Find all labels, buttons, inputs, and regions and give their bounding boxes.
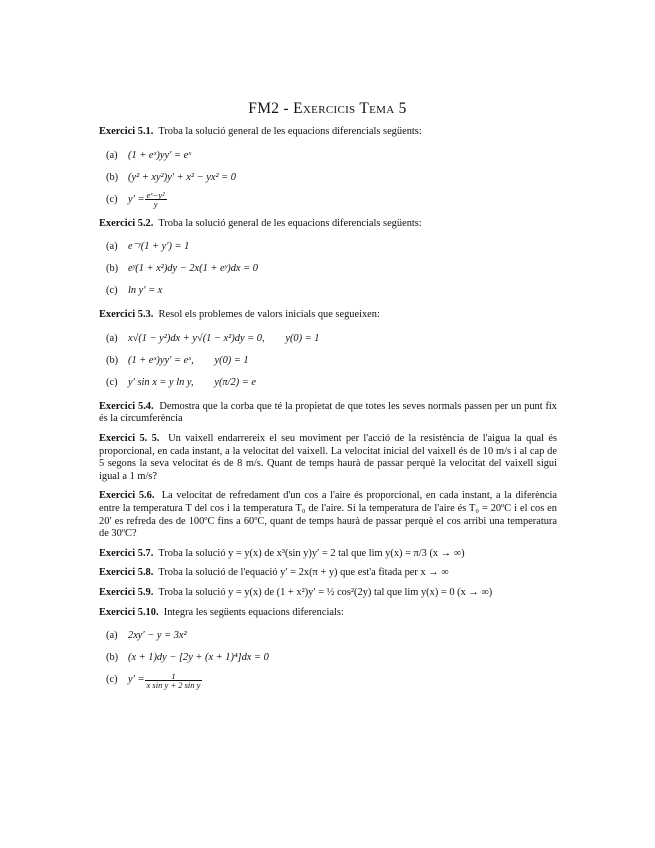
exercise-text: Troba la solució de l'equació y′ = 2x(π + y) que est'a fitada per x → ∞: [158, 567, 449, 579]
item-expression: e⁻ʸ(1 + y′) = 1: [128, 241, 190, 253]
title-small-caps: Exercicis Tema 5: [293, 100, 407, 117]
exercise-5-6: [99, 490, 557, 540]
exercise-text: La velocitat de refredament d'un cos a l'aire és proporcional, en cada instant, a la diferència entre la temperatura T del cos i la temperatura T₀ de l'aire. Si la temperatura de l'aire és T₀ = 20ºC i el cos en 20′ es refreda des de 100ºC fins a 60ºC, quant de temps haurà de passar perquè el cos arribi una temperatura de 30ºC?: [99, 490, 557, 540]
list-item: [106, 167, 557, 189]
item-expression: x√(1 − y²)dx + y√(1 − x²)dy = 0, y(0) = 1: [128, 332, 320, 344]
item-tag: (a): [106, 332, 118, 344]
exercise-label: Exercici 5.9.: [99, 586, 154, 598]
item-expression: ln y′ = x: [128, 285, 163, 297]
exercise-text: Troba la solució general de les equacions diferencials següents:: [158, 126, 422, 137]
list-item: [106, 625, 557, 647]
exercise-label: Exercici 5.3.: [99, 309, 154, 321]
item-expression: (x + 1)dy − [2y + (x + 1)⁴]dx = 0: [128, 652, 269, 664]
fraction-denominator: y: [153, 199, 158, 210]
fraction: [145, 191, 167, 208]
exercise-list: [99, 126, 557, 698]
fraction-numerator: eˣ−y²: [146, 190, 165, 201]
item-tag: (b): [106, 171, 119, 183]
exercise-5-1: [99, 126, 557, 211]
exercise-5-5: [99, 433, 557, 483]
list-item: [106, 258, 557, 280]
item-tag: (c): [106, 674, 118, 686]
list-item: [106, 189, 557, 211]
title-prefix: FM2 -: [248, 100, 294, 117]
exercise-5-9: [99, 587, 557, 600]
exercise-label: Exercici 5.6.: [99, 490, 155, 502]
exercise-text: Demostra que la corba que té la propietat de que totes les seves normals passen per un punt fix és la circumferència: [99, 400, 557, 425]
exercise-label: Exercici 5.2.: [99, 217, 154, 229]
item-expression: (1 + eˣ)yy′ = eˣ: [128, 149, 192, 161]
item-expression: eʸ(1 + x²)dy − 2x(1 + eʸ)dx = 0: [128, 263, 258, 275]
exercise-label: Exercici 5.7.: [99, 547, 154, 559]
item-expression: y′ =: [128, 674, 145, 686]
exercise-5-4: [99, 401, 557, 426]
exercise-label: Exercici 5.1.: [99, 126, 154, 137]
document-title: [0, 100, 655, 118]
item-expression: y′ =: [128, 193, 145, 205]
list-item: [106, 350, 557, 372]
exercise-text: Integra les següents equacions diferencials:: [163, 606, 344, 618]
exercise-label: Exercici 5. 5.: [99, 432, 160, 444]
exercise-text: Resol els problemes de valors inicials que segueixen:: [158, 309, 380, 321]
item-expression: (1 + eˣ)yy′ = eˣ, y(0) = 1: [128, 354, 249, 366]
exercise-5-2: [99, 218, 557, 303]
exercise-5-7: [99, 548, 557, 561]
fraction-numerator: 1: [145, 672, 203, 681]
list-item: [106, 647, 557, 669]
list-item: [106, 328, 557, 350]
item-tag: (a): [106, 149, 118, 161]
list-item: [106, 280, 557, 302]
item-tag: (b): [106, 652, 119, 664]
item-expression: 2xy′ − y = 3x²: [128, 630, 187, 642]
item-tag: (b): [106, 354, 119, 366]
exercise-text: Troba la solució y = y(x) de (1 + x²)y′ = ½ cos²(2y) tal que lim y(x) = 0 (x → ∞): [158, 586, 493, 598]
list-item: [106, 236, 557, 258]
exercise-label: Exercici 5.10.: [99, 606, 159, 618]
item-tag: (c): [106, 376, 118, 388]
item-tag: (a): [106, 630, 118, 642]
item-expression: y′ sin x = y ln y, y(π/2) = e: [128, 376, 256, 388]
exercise-text: Troba la solució y = y(x) de x³(sin y)y′ = 2 tal que lim y(x) = π/3 (x → ∞): [158, 547, 465, 559]
fraction-denominator: x sin y + 2 sin y: [146, 679, 201, 690]
exercise-text: Un vaixell endarrereix el seu moviment per l'acció de la resistència de l'aigua la qual és proporcional, en cada instant, a la velocitat del vaixell. La velocitat inicial del vaixell és de 10 m/s i al cap de 5 segons la seva velocitat és de 8 m/s. Quant de temps haurà de passar perquè la velocitat del vaixell sigui igual a 1 m/s?: [99, 432, 557, 482]
item-expression: (y² + xy²)y′ + x² − yx² = 0: [128, 171, 236, 183]
list-item: [106, 372, 557, 394]
exercise-label: Exercici 5.4.: [99, 400, 154, 412]
list-item: [106, 145, 557, 167]
exercise-label: Exercici 5.8.: [99, 567, 154, 579]
item-tag: (c): [106, 285, 118, 297]
fraction: [145, 672, 203, 689]
item-tag: (b): [106, 263, 119, 275]
item-tag: (c): [106, 193, 118, 205]
exercise-5-10: [99, 607, 557, 692]
list-item: [106, 669, 557, 691]
exercise-5-3: [99, 309, 557, 394]
exercise-5-8: [99, 567, 557, 580]
exercise-text: Troba la solució general de les equacions diferencials següents:: [158, 217, 422, 229]
item-tag: (a): [106, 241, 118, 253]
